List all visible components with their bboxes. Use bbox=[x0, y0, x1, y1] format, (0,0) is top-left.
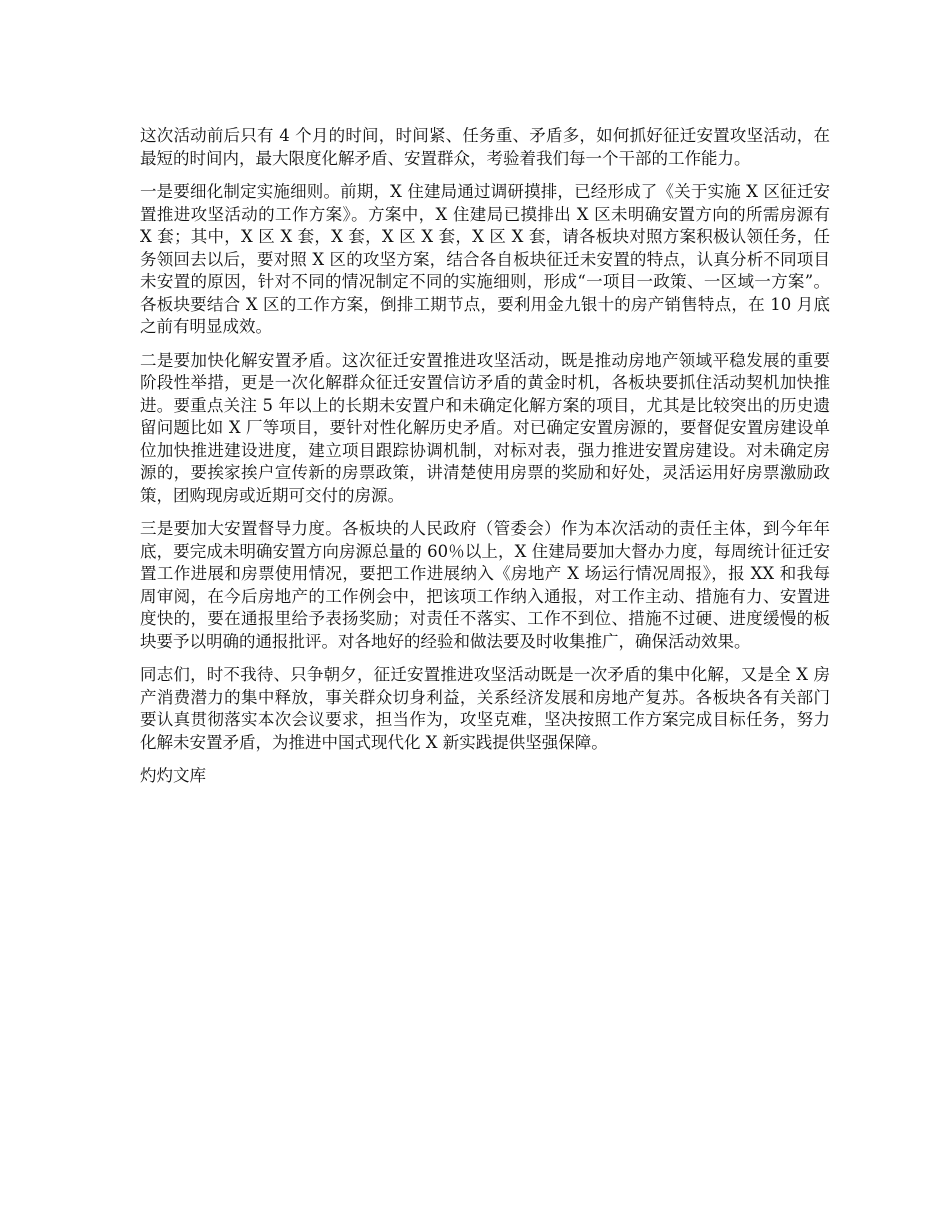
footer-brand: 灼灼文库 bbox=[140, 766, 206, 785]
paragraph-point-one: 一是要细化制定实施细则。前期，X 住建局通过调研摸排，已经形成了《关于实施 X 区征迁安置推进攻坚活动的工作方案》。方案中，X 住建局已摸排出 X 区未明确安置方向的所需房源有 X 套；其中，X 区 X 套，X 套，X 区 X 套，X 区 X 套，请各板块对照方案积极认领任务，任务领回去以后，要对照 X 区的攻坚方案，结合各自板块征迁未安置的特点，认真分析不同项目未安置的原因，针对不同的情况制定不同的实施细则，形成“一项目一政策、一区域一方案”。各板块要结合 X 区的工作方案，倒排工期节点，要利用金九银十的房产销售特点，在 10 月底之前有明显成效。 bbox=[140, 182, 830, 336]
document-body bbox=[140, 125, 830, 788]
paragraph-point-three: 三是要加大安置督导力度。各板块的人民政府（管委会）作为本次活动的责任主体，到今年年底，要完成未明确安置方向房源总量的 60％以上，X 住建局要加大督办力度，每周统计征迁安置工作进展和房票使用情况，要把工作进展纳入《房地产 X 场运行情况周报》，报 XX 和我每周审阅，在今后房地产的工作例会中，把该项工作纳入通报，对工作主动、措施有力、安置进度快的，要在通报里给予表扬奖励；对责任不落实、工作不到位、措施不过硬、进度缓慢的板块要予以明确的通报批评。对各地好的经验和做法要及时收集推广，确保活动效果。 bbox=[140, 519, 830, 651]
paragraph-conclusion: 同志们，时不我待、只争朝夕，征迁安置推进攻坚活动既是一次矛盾的集中化解，又是全 X 房产消费潜力的集中释放，事关群众切身利益，关系经济发展和房地产复苏。各板块各有关部门要认真贯彻落实本次会议要求，担当作为，攻坚克难，坚决按照工作方案完成目标任务，努力化解未安置矛盾，为推进中国式现代化 X 新实践提供坚强保障。 bbox=[140, 665, 830, 752]
paragraph-point-two: 二是要加快化解安置矛盾。这次征迁安置推进攻坚活动，既是推动房地产领域平稳发展的重要阶段性举措，更是一次化解群众征迁安置信访矛盾的黄金时机，各板块要抓住活动契机加快推进。要重点关注 5 年以上的长期未安置户和未确定化解方案的项目，尤其是比较突出的历史遗留问题比如 X 厂等项目，要针对性化解历史矛盾。对已确定安置房源的，要督促安置房建设单位加快推进建设进度，建立项目跟踪协调机制，对标对表，强力推进安置房建设。对未确定房源的，要挨家挨户宣传新的房票政策，讲清楚使用房票的奖励和好处，灵活运用好房票激励政策，团购现房或近期可交付的房源。 bbox=[140, 350, 830, 505]
paragraph-intro: 这次活动前后只有 4 个月的时间，时间紧、任务重、矛盾多，如何抓好征迁安置攻坚活动，在最短的时间内，最大限度化解矛盾、安置群众，考验着我们每一个干部的工作能力。 bbox=[140, 126, 830, 168]
